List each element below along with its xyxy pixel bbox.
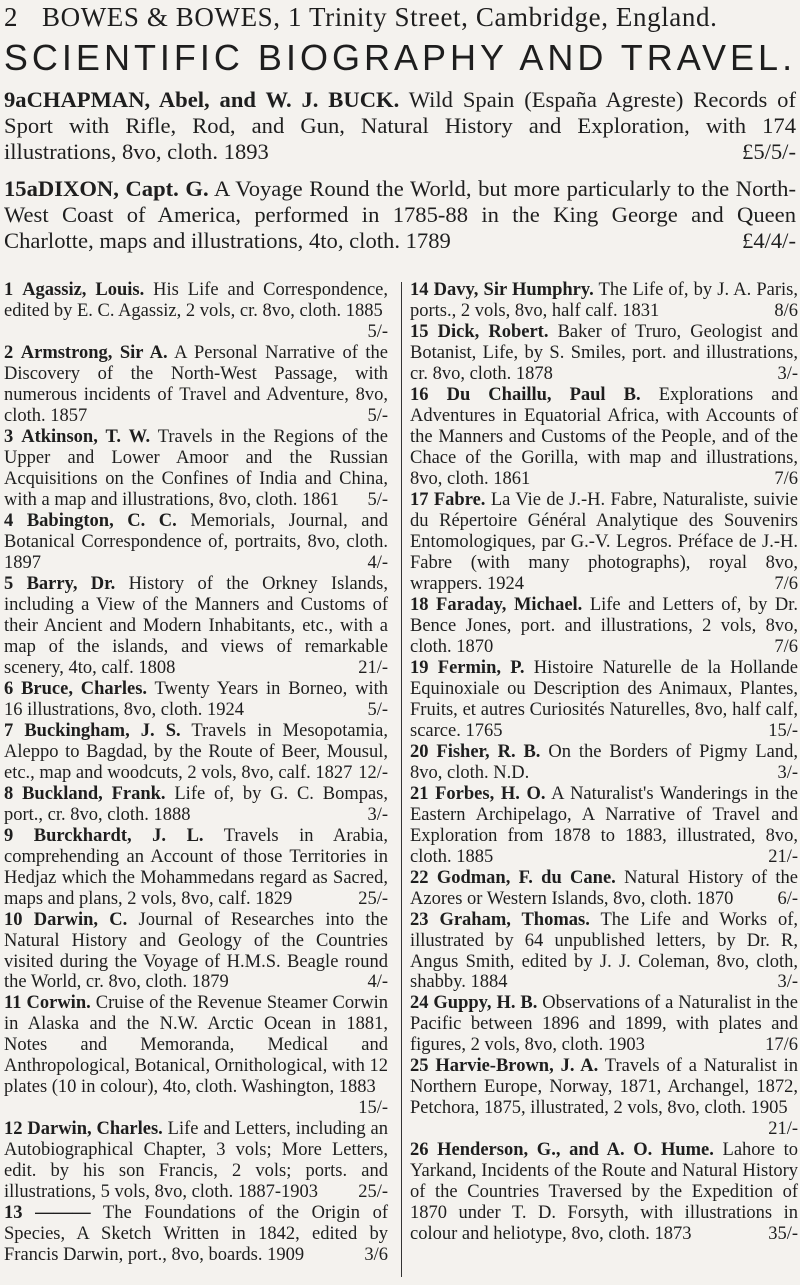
entry-text: His Life and Correspondence, edited by E. C. Agassiz, 2 vols, cr. 8vo, cloth. 1885 [4, 280, 388, 321]
entry-price: 7/6 [774, 636, 798, 657]
entry-text: Cruise of the Revenue Steamer Corwin in Alaska and the N.W. Arctic Ocean in 1881, Notes and Memoranda, Medical and Anthropological, Botanical, Ornithological, with 12 plates (10 in colour), 4to, cloth. Washington, 1883 [4, 993, 388, 1098]
entry-price: 15/- [358, 1098, 388, 1119]
entry-name: Fisher, R. B. [436, 741, 541, 762]
entry-number: 26 [410, 1140, 429, 1161]
entry-text: Travels of a Naturalist in Northern Europe, Norway, 1871, Archangel, 1872, Petchora, 1875, illustrated, 2 vols, 8vo, cloth. 1905 [410, 1056, 798, 1119]
entry-name: Harvie-Brown, J. A. [435, 1056, 599, 1077]
entry-text: Life and Letters of, by Dr. Bence Jones, port. and illustrations, 2 vols, 8vo, cloth. 1870 [410, 594, 799, 657]
entry-number: 9 [4, 825, 14, 846]
entry-number: 7 [4, 720, 14, 741]
entry-name: CHAPMAN, Abel, and W. J. BUCK. [26, 87, 400, 112]
entry-price: 3/6 [364, 1245, 388, 1266]
entry-text: Life and Letters, including an Autobiographical Chapter, 3 vols; More Letters, edit. by his son Francis, 2 vols; ports. and illustrations, 5 vols, 8vo, cloth. 1887-1903 [4, 1119, 389, 1203]
entry-number: 24 [410, 993, 429, 1014]
entry-number: 10 [4, 909, 23, 930]
entry-text: A Voyage Round the World, but more particularly to the North-West Coast of America, performed in 1785-88 in the King George and Queen Charlotte, maps and illustrations, 4to, cloth. 1789 [4, 176, 797, 253]
entry-price: 7/6 [774, 468, 798, 489]
entry-number: 20 [410, 741, 429, 762]
catalogue-entry [410, 490, 798, 595]
catalogue-entry [4, 343, 388, 427]
entry-price: 5/- [367, 405, 388, 426]
entry-name: Du Chaillu, Paul B. [446, 384, 641, 405]
entry-price: 6/- [777, 888, 798, 909]
entry-number: 6 [4, 678, 14, 699]
entry-text: Travels in Arabia, comprehending an Account of those Territories in Hedjaz which the Mohammedans regard as Sacred, maps and plans, 2 vols, 8vo, calf. 1829 [4, 825, 389, 909]
entry-name: Henderson, G., and A. O. Hume. [437, 1140, 714, 1161]
entry-number: 22 [410, 867, 429, 888]
entry-name: Darwin, Charles. [27, 1119, 163, 1140]
entry-text: Travels in Mesopotamia, Aleppo to Bagdad, by the Route of Beer, Mousul, etc., map and woodcuts, 2 vols, 8vo, calf. 1827 [4, 720, 389, 783]
entry-price: 15/- [768, 720, 798, 741]
catalogue-entry [4, 826, 388, 910]
catalogue-entry [410, 742, 798, 784]
entry-name: ——— [35, 1203, 91, 1224]
catalogue-entry [4, 721, 388, 784]
entry-number: 19 [410, 657, 429, 678]
entry-price: 4/- [367, 972, 388, 993]
entry-price: 5/- [367, 699, 388, 720]
entry-text: La Vie de J.-H. Fabre, Naturaliste, suivie du Répertoire Général Analytique des Souvenirs Entomologiques, par G.-V. Legros. Préface de J.-H. Fabre (with many photographs), royal 8vo, wrappers. 1924 [410, 489, 798, 594]
entry-name: Graham, Thomas. [439, 909, 590, 930]
entry-text: Memorials, Journal, and Botanical Correspondence of, portraits, 8vo, cloth. 1897 [4, 510, 389, 573]
entry-text: On the Borders of Pigmy Land, 8vo, cloth. N.D. [410, 741, 798, 783]
entry-text: The Life and Works of, illustrated by 64 unpublished letters, by Dr. R, Angus Smith, edited by J. J. Coleman, 8vo, cloth, shabby. 1884 [410, 909, 798, 993]
catalogue-entry [4, 280, 388, 343]
catalogue-entry [4, 1203, 388, 1266]
entry-number: 4 [4, 510, 14, 531]
entry-text: Natural History of the Azores or Western Islands, 8vo, cloth. 1870 [410, 867, 798, 909]
top-entry [4, 176, 796, 254]
entry-name: Buckland, Frank. [22, 783, 166, 804]
entry-name: DIXON, Capt. G. [37, 176, 209, 201]
top-entry [4, 87, 796, 165]
entry-text: Journal of Researches into the Natural History and Geology of the Countries visited during the Voyage of H.M.S. Beagle round the World, cr. 8vo, cloth. 1879 [4, 909, 388, 993]
entry-number: 12 [4, 1119, 23, 1140]
entry-text: A Naturalist's Wanderings in the Eastern Archipelago, A Narrative of Travel and Exploration from 1878 to 1883, illustrated, 8vo, cloth. 1885 [410, 783, 798, 867]
entry-name: Darwin, C. [33, 909, 128, 930]
column-divider [401, 282, 402, 1277]
entry-price: 5/- [367, 321, 388, 342]
entry-number: 3 [4, 426, 14, 447]
entry-name: Agassiz, Louis. [22, 280, 145, 300]
entry-price: 21/- [358, 657, 388, 678]
catalogue-entry [4, 910, 388, 994]
catalogue-entry [4, 784, 388, 826]
entry-price: 21/- [768, 1119, 798, 1140]
entry-price: £4/4/- [742, 228, 796, 253]
page-number: 2 [4, 2, 19, 32]
entry-number: 9a [4, 87, 27, 112]
catalogue-entry [410, 658, 798, 742]
entry-text: The Foundations of the Origin of Species, A Sketch Written in 1842, edited by Francis Darwin, port., 8vo, boards. 1909 [4, 1203, 388, 1266]
catalogue-entry [410, 385, 798, 490]
entry-text: Histoire Naturelle de la Hollande Equinoxiale ou Description des Animaux, Plantes, Fruits, et autres Curiosités Naturelles, 8vo, half calf, scarce. 1765 [410, 657, 798, 741]
catalogue-entry [4, 1119, 388, 1203]
entry-text: History of the Orkney Islands, including a View of the Manners and Customs of their Ancient and Modern Inhabitants, etc., with a map of the islands, and views of remarkable scenery, 4to, calf. 1808 [4, 573, 389, 678]
catalogue-entry [4, 679, 388, 721]
catalogue-entry [410, 595, 798, 658]
entry-name: Buckingham, J. S. [24, 720, 181, 741]
entry-name: Armstrong, Sir A. [20, 342, 168, 363]
entry-price: 4/- [367, 552, 388, 573]
catalogue-entry [410, 280, 798, 322]
section-title: SCIENTIFIC BIOGRAPHY AND TRAVEL. [3, 37, 797, 78]
entry-price: 17/6 [765, 1035, 798, 1056]
entry-name: Fabre. [433, 489, 486, 510]
entry-price: 3/- [367, 804, 388, 825]
entry-text: Twenty Years in Borneo, with 16 illustrations, 8vo, cloth. 1924 [4, 678, 388, 720]
right-column [410, 280, 798, 1245]
entry-text: Life of, by G. C. Bompas, port., cr. 8vo, cloth. 1888 [4, 783, 388, 825]
catalogue-entry [410, 910, 798, 994]
entry-name: Fermin, P. [437, 657, 525, 678]
entry-price: 21/- [768, 846, 798, 867]
entry-number: 11 [4, 993, 22, 1014]
entry-number: 18 [410, 594, 429, 615]
entry-name: Burckhardt, J. L. [33, 825, 204, 846]
entry-number: 8 [4, 783, 14, 804]
entry-text: Travels in the Regions of the Upper and Lower Amoor and the Russian Acquisitions on the Confines of India and China, with a map and illustrations, 8vo, cloth. 1861 [4, 426, 389, 510]
entry-number: 25 [410, 1056, 429, 1077]
entry-text: Explorations and Adventures in Equatorial Africa, with Accounts of the Manners and Customs of the People, and of the Chace of the Gorilla, with map and illustrations, 8vo, cloth. 1861 [410, 384, 799, 489]
left-column [4, 280, 388, 1266]
entry-name: Corwin. [26, 993, 91, 1014]
entry-text: A Personal Narrative of the Discovery of the North-West Passage, with numerous incidents of Travel and Adventure, 8vo, cloth. 1857 [4, 342, 389, 426]
entry-price: 5/- [367, 489, 388, 510]
entry-price: 8/6 [774, 300, 798, 321]
entry-name: Davy, Sir Humphry. [433, 280, 594, 300]
catalogue-entry [410, 322, 798, 385]
catalogue-entry [4, 574, 388, 679]
entry-number: 15 [410, 321, 429, 342]
entry-number: 21 [410, 783, 429, 804]
catalogue-entry [410, 1140, 798, 1245]
entry-price: £5/5/- [742, 139, 796, 164]
entry-text: Observations of a Naturalist in the Pacific between 1896 and 1899, with plates and figures, 2 vols, 8vo, cloth. 1903 [410, 993, 799, 1056]
entry-number: 1 [4, 280, 14, 300]
entry-name: Dick, Robert. [437, 321, 549, 342]
entry-text: Wild Spain (España Agreste) Records of Sport with Rifle, Rod, and Gun, Natural History and Exploration, with 174 illustrations, 8vo, cloth. 1893 [4, 87, 796, 164]
entry-price: 12/- [358, 762, 388, 783]
catalogue-entry [4, 993, 388, 1119]
entry-name: Atkinson, T. W. [21, 426, 151, 447]
entry-number: 14 [410, 280, 429, 300]
entry-text: The Life of, by J. A. Paris, ports., 2 vols, 8vo, half calf. 1831 [410, 280, 798, 321]
entry-number: 13 [4, 1203, 23, 1224]
entry-number: 16 [410, 384, 429, 405]
entry-number: 5 [4, 573, 14, 594]
entry-price: 25/- [358, 888, 388, 909]
entry-name: Bruce, Charles. [21, 678, 148, 699]
catalogue-entry [410, 993, 798, 1056]
entry-price: 25/- [358, 1182, 388, 1203]
bookseller-line: BOWES & BOWES, 1 Trinity Street, Cambridge, England. [42, 2, 718, 32]
entry-text: Lahore to Yarkand, Incidents of the Route and Natural History of the Countries Traversed by the Expedition of 1870 under T. D. Forsyth, with illustrations in colour and heliotype, 8vo, cloth. 1873 [410, 1140, 798, 1245]
entry-price: 3/- [777, 363, 798, 384]
catalogue-entry [410, 1056, 798, 1140]
entry-name: Babington, C. C. [26, 510, 177, 531]
entry-price: 3/- [777, 762, 798, 783]
entry-name: Forbes, H. O. [435, 783, 546, 804]
page-header [4, 2, 717, 33]
entry-name: Barry, Dr. [26, 573, 116, 594]
entry-number: 17 [410, 489, 429, 510]
entry-name: Guppy, H. B. [433, 993, 538, 1014]
entry-text: Baker of Truro, Geologist and Botanist, Life, by S. Smiles, port. and illustrations, cr. 8vo, cloth. 1878 [410, 321, 798, 384]
entry-number: 15a [4, 176, 38, 201]
entry-name: Godman, F. du Cane. [436, 867, 616, 888]
entry-price: 35/- [768, 1224, 798, 1245]
catalogue-entry [4, 427, 388, 511]
entry-number: 23 [410, 909, 429, 930]
entry-name: Faraday, Michael. [436, 594, 583, 615]
entry-price: 7/6 [774, 573, 798, 594]
entry-number: 2 [4, 342, 14, 363]
catalogue-entry [4, 511, 388, 574]
catalogue-entry [410, 868, 798, 910]
catalogue-entry [410, 784, 798, 868]
entry-price: 3/- [777, 972, 798, 993]
